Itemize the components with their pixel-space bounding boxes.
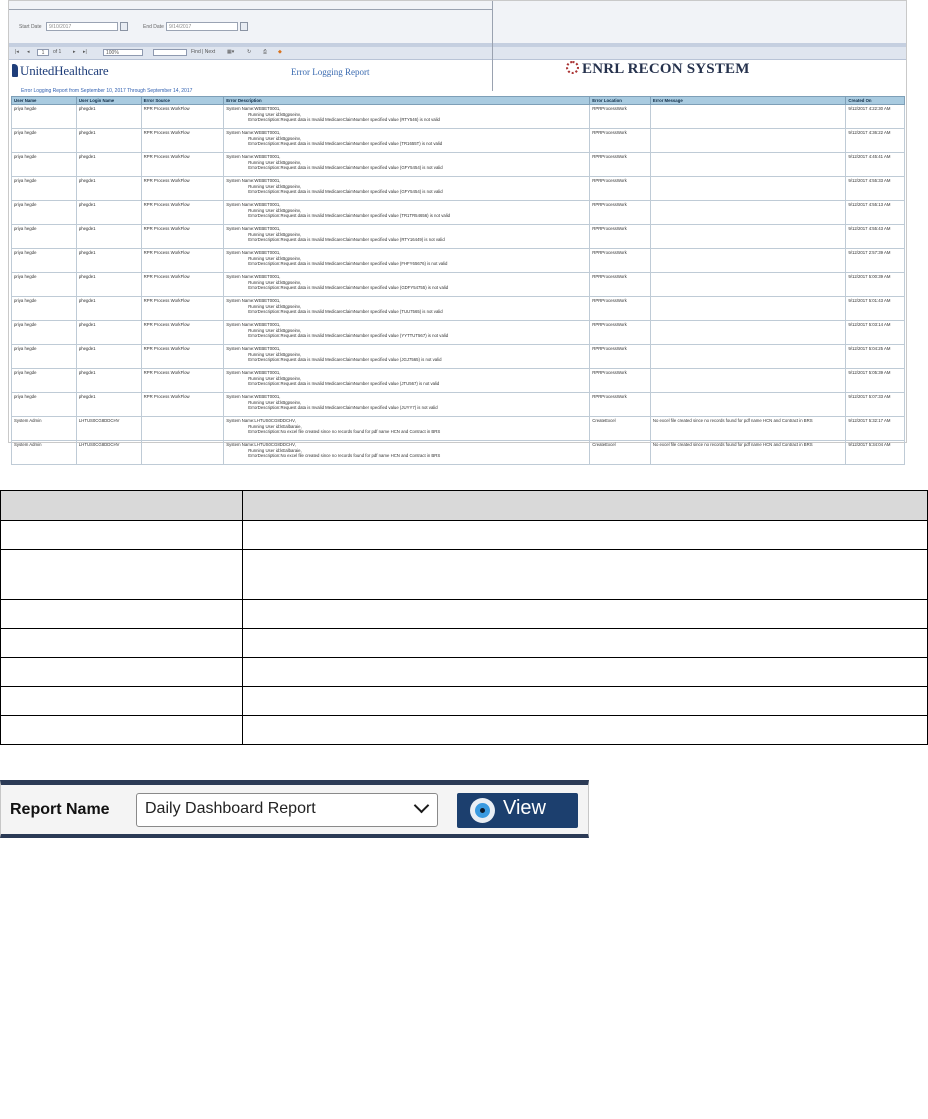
table-cell: 9/12/2017 5:03:14 AM — [846, 321, 905, 345]
table-cell: RPRProcessWork — [590, 345, 651, 369]
page-number-input[interactable]: 1 — [37, 49, 49, 56]
table-cell: 9/12/2017 5:00:39 AM — [846, 273, 905, 297]
column-header: User Name — [12, 97, 77, 105]
table-row — [12, 105, 905, 129]
table-cell: RPRProcessWork — [590, 273, 651, 297]
column-header: Error Location — [590, 97, 651, 105]
description-line: Running User id:kBgpseinv, — [248, 159, 301, 165]
table-row — [12, 417, 905, 441]
table-row — [12, 201, 905, 225]
table-cell: phegde1 — [76, 321, 141, 345]
description-line: System Name:WEBET0001, — [226, 250, 281, 255]
description-line: ErrorDescription:Request data is Invalid MedicareClaimNumber specified value (JGJ7565) is not valid — [248, 357, 442, 363]
previous-page-icon[interactable]: ◂ — [27, 49, 30, 55]
table-cell: 9/12/2017 5:07:33 AM — [846, 393, 905, 417]
export-icon[interactable]: ▦▾ — [227, 49, 235, 55]
table-cell: phegde1 — [76, 345, 141, 369]
table-cell — [1, 716, 243, 745]
table-row — [12, 345, 905, 369]
description-line: Running User id:kBgpseinv, — [248, 303, 301, 309]
table-cell: 9/12/2017 4:55:33 AM — [846, 177, 905, 201]
window-edge — [492, 1, 493, 91]
table-cell: priya hegde — [12, 297, 77, 321]
chevron-down-icon[interactable] — [414, 798, 430, 814]
table-cell: 9/12/2017 4:55:13 AM — [846, 201, 905, 225]
table-cell: RPR Process WorkFlow — [141, 129, 224, 153]
last-page-icon[interactable]: ▸| — [83, 49, 87, 55]
table-cell — [650, 369, 846, 393]
description-line: Running User id:kEalbaraie, — [248, 423, 302, 429]
table-cell: 9/12/2017 5:01:43 AM — [846, 297, 905, 321]
table-cell: priya hegde — [12, 225, 77, 249]
table-cell: 9/12/2017 4:55:43 AM — [846, 225, 905, 249]
error-description-cell — [224, 417, 590, 441]
unitedhealthcare-logo: UnitedHealthcare — [12, 63, 108, 79]
description-line: ErrorDescription:Request data is Invalid MedicareClaimNumber specified value (FHFY65676) is not valid — [248, 261, 448, 267]
description-line: ErrorDescription:Request data is Invalid MedicareClaimNumber specified value (RTY16449) is not valid — [248, 237, 445, 243]
end-date-input[interactable]: 9/14/2017 — [166, 22, 238, 31]
table-cell: LHTUS0CG8DDCHV — [76, 441, 141, 465]
table-cell — [243, 629, 928, 658]
table-cell: 9/12/2017 5:32:17 AM — [846, 417, 905, 441]
table-row — [12, 249, 905, 273]
table-cell: RPRProcessWork — [590, 201, 651, 225]
table-cell — [650, 201, 846, 225]
table-cell — [243, 491, 928, 521]
table-cell: RPR Process WorkFlow — [141, 393, 224, 417]
description-line: ErrorDescription:Request data is Invalid MedicareClaimNumber specified value (GFY5454) is not valid — [248, 165, 443, 171]
description-line: Running User id:kBgpseinv, — [248, 327, 301, 333]
table-cell — [650, 249, 846, 273]
zoom-select[interactable]: 100% — [103, 49, 143, 56]
description-line: Running User id:kBgpseinv, — [248, 183, 301, 189]
error-description-cell — [224, 177, 590, 201]
table-cell — [650, 225, 846, 249]
description-line: ErrorDescription:Request data is Invalid MedicareClaimNumber specified value (TR1655T) is not valid — [248, 141, 443, 147]
table-cell: CreateExcel — [590, 417, 651, 441]
table-cell — [650, 153, 846, 177]
description-line: System Name:WEBET0001, — [226, 274, 281, 279]
error-log-table — [11, 96, 905, 465]
table-cell: phegde1 — [76, 369, 141, 393]
table-cell — [1, 550, 243, 600]
description-line: Running User id:kBgpseinv, — [248, 351, 301, 357]
table-cell: 9/12/2017 4:36:22 AM — [846, 129, 905, 153]
description-line: Running User id:kEalbaraie, — [248, 447, 302, 453]
table-cell — [1, 600, 243, 629]
description-line: ErrorDescription:Request data is Invalid MedicareClaimNumber specified value (YYTTUT567) is not valid — [248, 333, 449, 339]
table-row — [12, 177, 905, 201]
calendar-icon[interactable] — [240, 22, 248, 31]
window-edge — [9, 9, 493, 10]
table-cell: priya hegde — [12, 129, 77, 153]
description-line: System Name:WEBET0001, — [226, 226, 281, 231]
table-row — [12, 393, 905, 417]
description-line: System Name:LHTUS0CG8DDCHV, — [226, 442, 296, 447]
table-cell: RPRProcessWork — [590, 249, 651, 273]
table-cell: phegde1 — [76, 393, 141, 417]
description-line: ErrorDescription:Request data is Invalid MedicareClaimNumber specified value (RTY546) is not valid — [248, 117, 440, 123]
description-line: ErrorDescription:Request data is Invalid MedicareClaimNumber specified value (JTU567) is not valid — [248, 381, 440, 387]
table-header-row — [12, 97, 905, 105]
description-line: ErrorDescription:No excel file created since no records found for pdf name HCN and Contract in BRS — [248, 429, 441, 435]
table-cell — [243, 716, 928, 745]
description-line: Running User id:kBgpseinv, — [248, 279, 301, 285]
column-header: Error Message — [650, 97, 846, 105]
table-cell: 9/12/2017 5:05:39 AM — [846, 369, 905, 393]
table-cell: RPR Process WorkFlow — [141, 177, 224, 201]
report-selector-bar — [0, 780, 589, 838]
table-cell — [243, 600, 928, 629]
table-cell: RPRProcessWork — [590, 105, 651, 129]
table-cell: RPR Process WorkFlow — [141, 153, 224, 177]
table-cell: RPR Process WorkFlow — [141, 297, 224, 321]
table-cell: phegde1 — [76, 273, 141, 297]
report-name-label: Report Name — [10, 801, 110, 818]
table-row — [1, 658, 928, 687]
table-cell — [650, 321, 846, 345]
report-toolbar — [9, 47, 906, 60]
table-row — [1, 600, 928, 629]
next-page-icon[interactable]: ▸ — [73, 49, 76, 55]
view-button-label: View — [503, 797, 546, 819]
find-input[interactable] — [153, 49, 187, 56]
table-cell: RPR Process WorkFlow — [141, 345, 224, 369]
description-line: Running User id:kBgpseinv, — [248, 231, 301, 237]
table-cell: priya hegde — [12, 321, 77, 345]
description-line: System Name:WEBET0001, — [226, 154, 281, 159]
table-row — [12, 273, 905, 297]
description-line: System Name:LHTUS0CG8DDCHV, — [226, 418, 296, 423]
error-description-cell — [224, 249, 590, 273]
enrl-recon-logo: ENRL RECON SYSTEM — [566, 61, 750, 78]
table-cell: priya hegde — [12, 369, 77, 393]
report-viewer-screenshot — [8, 0, 907, 459]
table-cell — [141, 441, 224, 465]
table-cell: LHTUS0CG8DDCHV — [76, 417, 141, 441]
table-cell: priya hegde — [12, 249, 77, 273]
table-cell: phegde1 — [76, 129, 141, 153]
start-date-label: Start Date — [19, 24, 42, 30]
table-cell — [243, 521, 928, 550]
table-cell — [1, 491, 243, 521]
column-header: Error Source — [141, 97, 224, 105]
table-cell: phegde1 — [76, 225, 141, 249]
eye-icon — [470, 798, 495, 823]
table-cell: RPRProcessWork — [590, 369, 651, 393]
table-cell — [1, 629, 243, 658]
table-cell: phegde1 — [76, 297, 141, 321]
error-description-cell — [224, 105, 590, 129]
table-cell: priya hegde — [12, 393, 77, 417]
table-cell: CreateExcel — [590, 441, 651, 465]
description-line: Running User id:kBgpseinv, — [248, 135, 301, 141]
print-icon[interactable]: ⎙ — [263, 49, 268, 55]
table-cell: RPRProcessWork — [590, 321, 651, 345]
report-subtitle: Error Logging Report from September 10, 2017 Through September 14, 2017 — [21, 88, 193, 94]
table-cell: phegde1 — [76, 105, 141, 129]
table-cell: priya hegde — [12, 345, 77, 369]
error-description-cell — [224, 321, 590, 345]
description-line: Running User id:kBgpseinv, — [248, 255, 301, 261]
error-description-cell — [224, 129, 590, 153]
table-row — [1, 521, 928, 550]
table-cell: 9/12/2017 4:22:30 AM — [846, 105, 905, 129]
table-row — [12, 129, 905, 153]
error-description-cell — [224, 225, 590, 249]
table-row — [12, 225, 905, 249]
table-cell — [650, 129, 846, 153]
table-row — [12, 441, 905, 465]
table-cell — [650, 393, 846, 417]
error-description-cell — [224, 273, 590, 297]
table-row — [1, 687, 928, 716]
error-description-cell — [224, 393, 590, 417]
description-line: Running User id:kBgpseinv, — [248, 207, 301, 213]
description-line: ErrorDescription:Request data is Invalid MedicareClaimNumber specified value (GDFY54755) is not valid — [248, 285, 449, 291]
table-cell: 9/12/2017 5:04:25 AM — [846, 345, 905, 369]
report-title: Error Logging Report — [291, 67, 370, 77]
field-description-table — [0, 490, 928, 745]
error-description-cell — [224, 201, 590, 225]
start-date-input[interactable]: 9/10/2017 — [46, 22, 118, 31]
description-line: ErrorDescription:Request data is Invalid MedicareClaimNumber specified value (TR1TR54656) is not valid — [248, 213, 451, 219]
description-line: System Name:WEBET0001, — [226, 322, 281, 327]
table-cell: RPR Process WorkFlow — [141, 321, 224, 345]
table-cell: RPR Process WorkFlow — [141, 273, 224, 297]
table-cell — [650, 105, 846, 129]
table-cell: No excel file created since no records found for pdf name HCN and Contract in BRS — [650, 417, 846, 441]
description-line: ErrorDescription:No excel file created since no records found for pdf name HCN and Contract in BRS — [248, 453, 441, 459]
table-cell: phegde1 — [76, 249, 141, 273]
table-cell — [243, 687, 928, 716]
column-header: User Login Name — [76, 97, 141, 105]
table-cell: RPRProcessWork — [590, 153, 651, 177]
table-cell: RPRProcessWork — [590, 297, 651, 321]
table-cell: RPRProcessWork — [590, 129, 651, 153]
table-row — [12, 153, 905, 177]
table-cell — [650, 345, 846, 369]
page-count: of 1 — [53, 49, 62, 55]
table-cell — [1, 521, 243, 550]
description-line: Running User id:kBgpseinv, — [248, 111, 301, 117]
table-cell: System Admin — [12, 441, 77, 465]
table-row — [12, 321, 905, 345]
table-cell — [243, 550, 928, 600]
table-header-row — [1, 491, 928, 521]
description-line: System Name:WEBET0001, — [226, 130, 281, 135]
table-cell: phegde1 — [76, 177, 141, 201]
table-cell: phegde1 — [76, 201, 141, 225]
table-cell: RPR Process WorkFlow — [141, 369, 224, 393]
parameters-bar — [9, 1, 906, 44]
column-header: Created On — [846, 97, 905, 105]
table-cell — [650, 297, 846, 321]
table-cell: No excel file created since no records found for pdf name HCN and Contract in BRS — [650, 441, 846, 465]
table-cell: RPR Process WorkFlow — [141, 249, 224, 273]
table-row — [1, 716, 928, 745]
table-cell: priya hegde — [12, 273, 77, 297]
table-cell — [243, 658, 928, 687]
find-next-link[interactable]: Find | Next — [191, 49, 216, 55]
table-cell: priya hegde — [12, 105, 77, 129]
description-line: ErrorDescription:Request data is Invalid MedicareClaimNumber specified value (JUYY7) is not valid — [248, 405, 438, 411]
table-cell: priya hegde — [12, 153, 77, 177]
error-description-cell — [224, 441, 590, 465]
table-cell: System Admin — [12, 417, 77, 441]
table-cell: 9/12/2017 5:34:04 AM — [846, 441, 905, 465]
table-cell: RPR Process WorkFlow — [141, 225, 224, 249]
table-cell: 9/12/2017 4:45:41 AM — [846, 153, 905, 177]
table-cell — [1, 658, 243, 687]
report-name-value: Daily Dashboard Report — [145, 800, 316, 817]
error-description-cell — [224, 297, 590, 321]
report-name-select[interactable] — [136, 793, 438, 827]
description-line: System Name:WEBET0001, — [226, 370, 281, 375]
first-page-icon[interactable]: |◂ — [15, 49, 19, 55]
seal-icon — [566, 61, 579, 74]
description-line: System Name:WEBET0001, — [226, 298, 281, 303]
description-line: Running User id:kBgpseinv, — [248, 399, 301, 405]
table-row — [1, 550, 928, 600]
description-line: ErrorDescription:Request data is Invalid MedicareClaimNumber specified value (GFY5454) is not valid — [248, 189, 443, 195]
table-cell: priya hegde — [12, 177, 77, 201]
description-line: System Name:WEBET0001, — [226, 202, 281, 207]
description-line: System Name:WEBET0001, — [226, 346, 281, 351]
table-cell — [1, 687, 243, 716]
error-description-cell — [224, 369, 590, 393]
feed-icon[interactable]: ◆ — [278, 49, 282, 55]
table-cell: RPRProcessWork — [590, 225, 651, 249]
table-cell — [141, 417, 224, 441]
calendar-icon[interactable] — [120, 22, 128, 31]
end-date-label: End Date — [143, 24, 164, 30]
description-line: System Name:WEBET0001, — [226, 178, 281, 183]
table-cell — [650, 177, 846, 201]
refresh-icon[interactable]: ↻ — [247, 49, 252, 55]
table-cell: RPR Process WorkFlow — [141, 201, 224, 225]
table-cell — [650, 273, 846, 297]
error-description-cell — [224, 153, 590, 177]
table-cell: phegde1 — [76, 153, 141, 177]
view-button[interactable] — [457, 793, 578, 828]
description-line: System Name:WEBET0001, — [226, 106, 281, 111]
table-row — [1, 629, 928, 658]
column-header: Error Description — [224, 97, 590, 105]
table-cell: RPRProcessWork — [590, 177, 651, 201]
table-cell: RPR Process WorkFlow — [141, 105, 224, 129]
table-cell: priya hegde — [12, 201, 77, 225]
description-line: System Name:WEBET0001, — [226, 394, 281, 399]
table-cell: RPRProcessWork — [590, 393, 651, 417]
error-description-cell — [224, 345, 590, 369]
description-line: ErrorDescription:Request data is Invalid MedicareClaimNumber specified value (TUU7565) is not valid — [248, 309, 443, 315]
description-line: Running User id:kBgpseinv, — [248, 375, 301, 381]
table-row — [12, 297, 905, 321]
table-cell: 9/12/2017 2:57:39 AM — [846, 249, 905, 273]
table-row — [12, 369, 905, 393]
